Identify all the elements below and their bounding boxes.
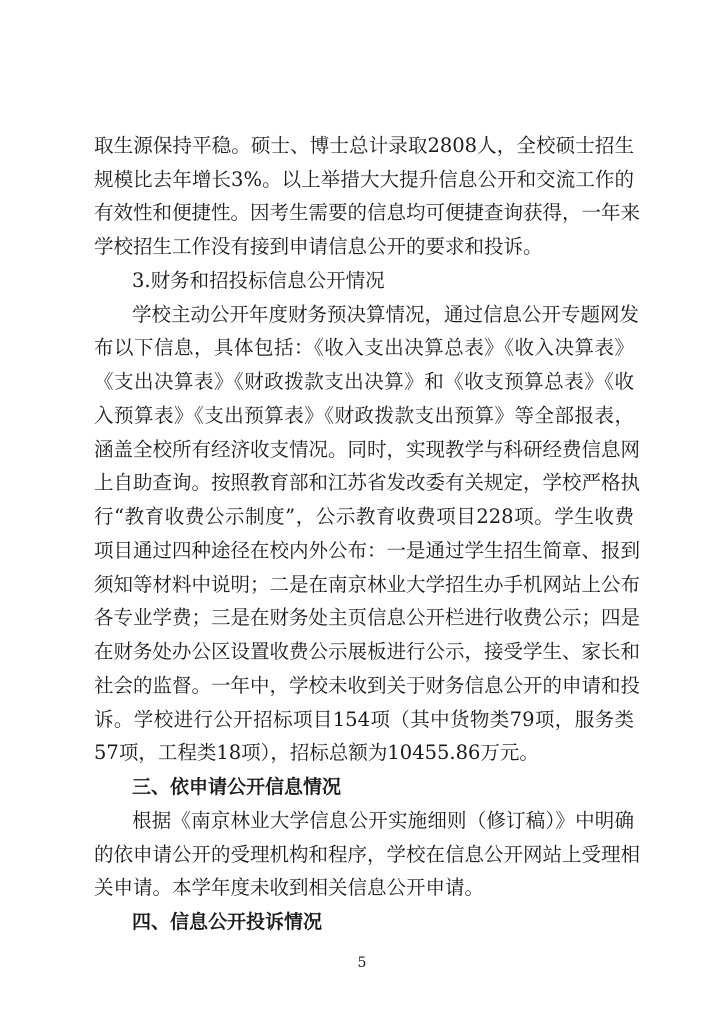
paragraph-2-line-9: 须知等材料中说明；二是在南京林业大学招生办手机网站上公布 <box>94 572 641 596</box>
paragraph-2-line-7: 行“教育收费公示制度”，公示教育收费项目228项。学生收费 <box>94 505 634 529</box>
paragraph-2-line-13: 诉。学校进行公开招标项目154项（其中货物类79项，服务类 <box>94 707 634 731</box>
section-3-heading: 3.财务和招投标信息公开情况 <box>132 268 385 292</box>
paragraph-2-line-4: 入预算表》《支出预算表》《财政拨款支出预算》等全部报表， <box>94 403 634 427</box>
paragraph-2-line-3: 《支出决算表》《财政拨款支出决算》和《收支预算总表》《收 <box>94 370 634 394</box>
paragraph-1-line-2: 规模比去年增长3%。以上举措大大提升信息公开和交流工作的 <box>94 167 634 191</box>
page-number: 5 <box>357 955 367 971</box>
paragraph-2-line-10: 各专业学费；三是在财务处主页信息公开栏进行收费公示；四是 <box>94 606 641 630</box>
paragraph-2-line-5: 涵盖全校所有经济收支情况。同时，实现教学与科研经费信息网 <box>94 437 641 461</box>
paragraph-3-line-2: 的依申请公开的受理机构和程序，学校在信息公开网站上受理相 <box>94 842 641 866</box>
paragraph-2-line-14: 57项，工程类18项），招标总额为10455.86万元。 <box>94 741 539 765</box>
paragraph-3-line-1: 根据《南京林业大学信息公开实施细则（修订稿）》中明确 <box>132 808 634 832</box>
paragraph-2-line-1: 学校主动公开年度财务预决算情况，通过信息公开专题网发 <box>132 302 640 326</box>
paragraph-2-line-12: 社会的监督。一年中，学校未收到关于财务信息公开的申请和投 <box>94 673 641 697</box>
paragraph-1-line-4: 学校招生工作没有接到申请信息公开的要求和投诉。 <box>94 235 543 259</box>
paragraph-2-line-6: 上自助查询。按照教育部和江苏省发改委有关规定，学校严格执 <box>94 471 641 495</box>
paragraph-3-line-3: 关申请。本学年度未收到相关信息公开申请。 <box>94 876 485 900</box>
paragraph-2-line-8: 项目通过四种途径在校内外公布：一是通过学生招生简章、报到 <box>94 538 641 562</box>
section-three-heading: 三、依申请公开信息情况 <box>132 776 342 799</box>
paragraph-1-line-3: 有效性和便捷性。因考生需要的信息均可便捷查询获得，一年来 <box>94 201 641 225</box>
section-four-heading: 四、信息公开投诉情况 <box>132 911 323 933</box>
paragraph-1-line-1: 取生源保持平稳。硕士、博士总计录取2808人，全校硕士招生 <box>94 134 634 157</box>
paragraph-2-line-11: 在财务处办公区设置收费公示展板进行公示，接受学生、家长和 <box>94 640 641 664</box>
paragraph-2-line-2: 布以下信息，具体包括：《收入支出决算总表》《收入决算表》 <box>94 336 634 360</box>
